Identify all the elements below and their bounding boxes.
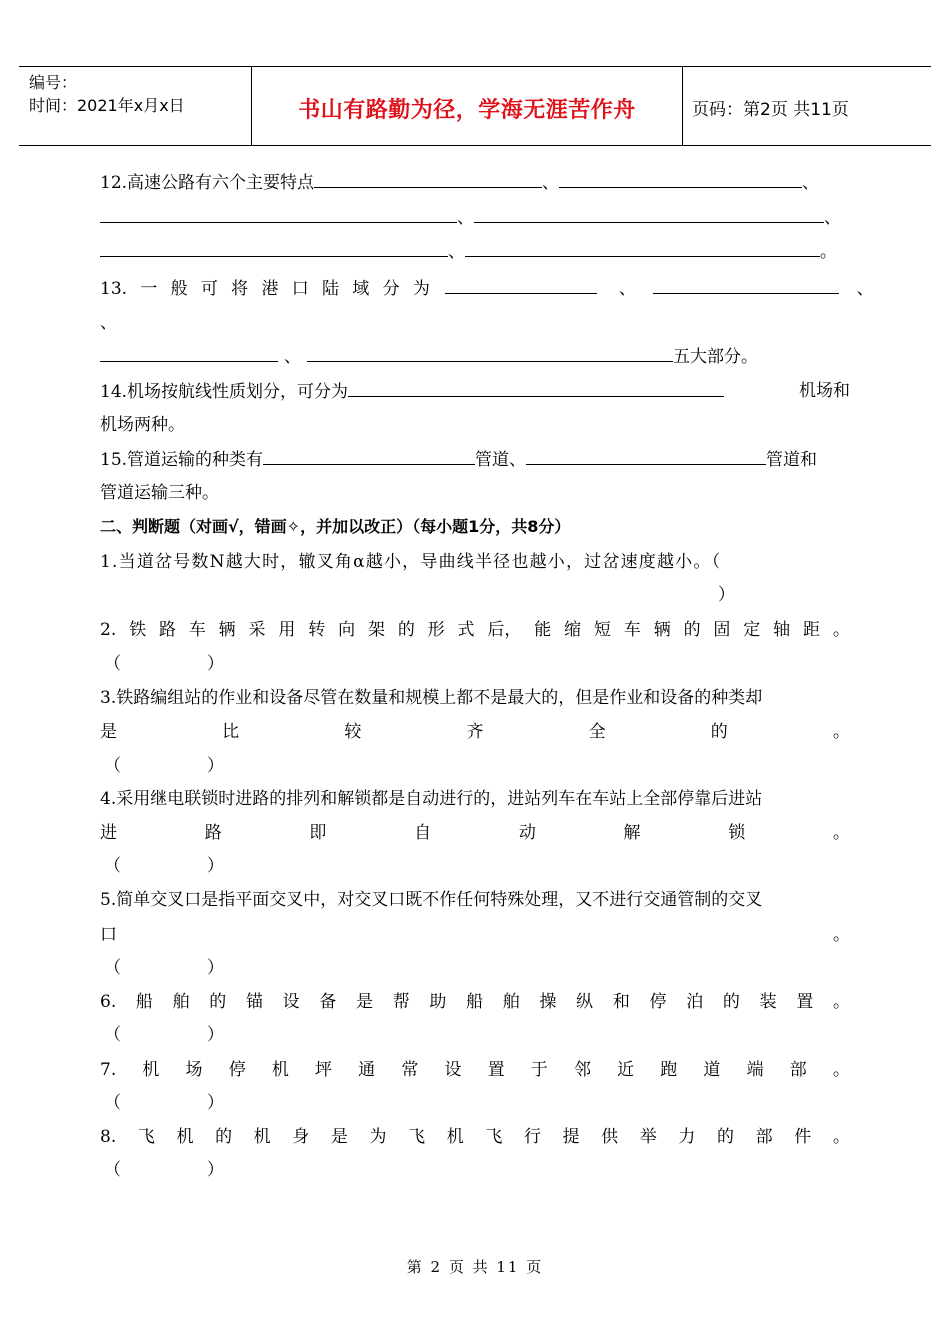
judge-4-line-2 — [100, 821, 850, 845]
spaced-char: 般 — [170, 279, 188, 299]
spaced-char: 可 — [200, 279, 218, 299]
spaced-char: 。 — [832, 1127, 850, 1147]
separator: 、 — [542, 173, 560, 193]
spaced-char: 解 — [623, 823, 641, 843]
question-13-line-1 — [100, 276, 874, 301]
section-2-heading: 二、判断题（对画√，错画✧，并加以改正）（每小题1分，共8分） — [100, 517, 571, 536]
spaced-char: 的 — [710, 722, 728, 742]
spaced-char: 较 — [344, 722, 362, 742]
paren-close: ） — [207, 1160, 224, 1180]
paren-close: ） — [207, 654, 224, 674]
spaced-char: 件 — [794, 1127, 812, 1147]
spaced-char: 道 — [703, 1060, 721, 1080]
spaced-char: 船 — [466, 992, 484, 1012]
judge-5-answer-paren[interactable] — [104, 956, 854, 980]
header-motto: 书山有路勤为径，学海无涯苦作舟 — [298, 98, 636, 123]
question-13-line-3 — [100, 344, 850, 369]
answer-blank[interactable] — [526, 447, 766, 465]
spaced-char: 。 — [832, 620, 850, 640]
spaced-char: 机 — [271, 1060, 289, 1080]
spaced-char: 域 — [352, 279, 370, 299]
spaced-char: 帮 — [392, 992, 410, 1012]
question-14-line-2: 机场两种。 — [100, 415, 185, 435]
judge-7-answer-paren[interactable] — [104, 1091, 854, 1115]
spaced-char: 辆 — [653, 620, 671, 640]
spaced-char: 为 — [369, 1127, 387, 1147]
spaced-char: 端 — [746, 1060, 764, 1080]
spaced-char: 飞 — [408, 1127, 426, 1147]
spaced-char: 陆 — [322, 279, 340, 299]
paren-open: （ — [104, 756, 121, 776]
separator: 、 — [448, 242, 465, 262]
spaced-char: 设 — [282, 992, 300, 1012]
question-15-line-1 — [100, 447, 850, 472]
answer-blank[interactable] — [474, 205, 824, 223]
paren-open: （ — [104, 958, 121, 978]
spaced-char: 向 — [338, 620, 356, 640]
separator: 、 — [618, 279, 636, 299]
spaced-char: 锁 — [728, 823, 746, 843]
answer-blank[interactable] — [653, 276, 839, 294]
spaced-char: 。 — [832, 1060, 850, 1080]
spaced-char: 路 — [204, 823, 222, 843]
spaced-char: 形 — [427, 620, 445, 640]
answer-blank[interactable] — [263, 447, 475, 465]
spaced-char: 身 — [292, 1127, 310, 1147]
spaced-char: 机 — [142, 1060, 160, 1080]
spaced-char: 舶 — [502, 992, 520, 1012]
spaced-char: 提 — [562, 1127, 580, 1147]
spaced-char: 6. — [100, 992, 117, 1012]
question-12-text: 12.高速公路有六个主要特点 — [100, 173, 315, 193]
spaced-char: 定 — [743, 620, 761, 640]
spaced-char: 场 — [185, 1060, 203, 1080]
spaced-char: 于 — [530, 1060, 548, 1080]
answer-blank[interactable] — [465, 239, 820, 257]
spaced-char: 供 — [601, 1127, 619, 1147]
spaced-char: 轴 — [773, 620, 791, 640]
spaced-char: 操 — [539, 992, 557, 1012]
spaced-char: 装 — [759, 992, 777, 1012]
spaced-char: 坪 — [315, 1060, 333, 1080]
spaced-char: 飞 — [485, 1127, 503, 1147]
spaced-char: 分 — [382, 279, 400, 299]
question-15-line-2: 管道运输三种。 — [100, 483, 219, 503]
paren-close: ） — [207, 1025, 224, 1045]
spaced-char: 船 — [135, 992, 153, 1012]
question-12-line-1 — [100, 170, 850, 195]
question-13-text — [100, 277, 430, 301]
spaced-char: 设 — [444, 1060, 462, 1080]
spaced-char: 式 — [457, 620, 475, 640]
judge-6-answer-paren[interactable] — [104, 1023, 854, 1047]
spaced-char: 停 — [228, 1060, 246, 1080]
paren-open: （ — [104, 1093, 121, 1113]
spaced-char: 口 — [100, 925, 117, 945]
spaced-char: 通 — [358, 1060, 376, 1080]
question-15-end: 管道和 — [766, 450, 818, 470]
spaced-char: 13. — [100, 279, 128, 299]
question-14-line-1 — [100, 379, 850, 404]
spaced-char: 的 — [716, 1127, 734, 1147]
judge-4-answer-paren[interactable] — [104, 854, 854, 878]
spaced-char: 能 — [534, 620, 552, 640]
paren-close: ） — [207, 1093, 224, 1113]
spaced-char: 港 — [261, 279, 279, 299]
answer-blank[interactable] — [100, 239, 448, 257]
paren-close: ） — [207, 958, 224, 978]
spaced-char: 力 — [678, 1127, 696, 1147]
spaced-char: 架 — [367, 620, 385, 640]
spaced-char: 置 — [796, 992, 814, 1012]
judge-3-answer-paren[interactable] — [104, 754, 854, 778]
spaced-char: 行 — [523, 1127, 541, 1147]
spaced-char: 邻 — [573, 1060, 591, 1080]
answer-blank[interactable] — [100, 344, 278, 362]
spaced-char: 和 — [612, 992, 630, 1012]
spaced-char: 车 — [623, 620, 641, 640]
judge-2-answer-paren[interactable] — [104, 652, 854, 676]
separator: 、 — [856, 279, 874, 299]
spaced-char: 的 — [397, 620, 415, 640]
spaced-char: 口 — [291, 279, 309, 299]
spaced-char: 是 — [356, 992, 374, 1012]
spaced-char: 。 — [832, 722, 850, 742]
paren-open: （ — [104, 654, 121, 674]
answer-blank[interactable] — [307, 344, 673, 362]
spaced-char: 辆 — [218, 620, 236, 640]
spaced-char: 飞 — [137, 1127, 155, 1147]
spaced-char: 是 — [330, 1127, 348, 1147]
page-header — [19, 66, 931, 146]
judge-4-line-1: 4.采用继电联锁时进路的排列和解锁都是自动进行的，进站列车在车站上全部停靠后进站 — [100, 789, 763, 809]
document-number-label: 编号： — [29, 73, 78, 92]
spaced-char: 跑 — [660, 1060, 678, 1080]
spaced-char: 后， — [487, 620, 522, 640]
question-14-text: 14.机场按航线性质划分，可分为 — [100, 382, 349, 402]
spaced-char: 的 — [683, 620, 701, 640]
spaced-char: 的 — [209, 992, 227, 1012]
judge-8-text — [100, 1125, 850, 1149]
paren-open: （ — [104, 856, 121, 876]
page-footer: 第 2 页 共 11 页 — [406, 1258, 544, 1276]
separator: 、 — [100, 313, 117, 333]
document-date: 时间：2021年x月x日 — [29, 96, 185, 115]
judge-7-text — [100, 1058, 850, 1082]
spaced-char: 泊 — [686, 992, 704, 1012]
spaced-char: 的 — [215, 1127, 233, 1147]
spaced-char: 用 — [278, 620, 296, 640]
judge-3-line-2 — [100, 720, 850, 744]
paren-open: （ — [104, 1160, 121, 1180]
spaced-char: 举 — [639, 1127, 657, 1147]
judge-2-text — [100, 618, 850, 642]
header-meta — [29, 71, 185, 117]
spaced-char: 。 — [833, 925, 850, 945]
judge-8-answer-paren[interactable] — [104, 1158, 854, 1182]
judge-6-text — [100, 990, 850, 1014]
spaced-char: 自 — [414, 823, 432, 843]
judge-3-line-1: 3.铁路编组站的作业和设备尽管在数量和规模上都不是最大的，但是作业和设备的种类却 — [100, 688, 763, 708]
spaced-char: 机 — [253, 1127, 271, 1147]
judge-5-line-1: 5.简单交叉口是指平面交叉中，对交叉口既不作任何特殊处理，又不进行交通管制的交叉 — [100, 890, 763, 910]
spaced-char: 一 — [140, 279, 158, 299]
spaced-char: 停 — [649, 992, 667, 1012]
question-14-end: 机场和 — [799, 381, 850, 401]
spaced-char: 备 — [319, 992, 337, 1012]
judge-5-line-2 — [100, 923, 850, 947]
spaced-char: 。 — [832, 992, 850, 1012]
spaced-char: 舶 — [172, 992, 190, 1012]
spaced-char: 即 — [309, 823, 327, 843]
paren-open: （ — [104, 1025, 121, 1045]
spaced-char: 。 — [832, 823, 850, 843]
spaced-char: 是 — [100, 722, 117, 742]
spaced-char: 置 — [487, 1060, 505, 1080]
spaced-char: 为 — [412, 279, 430, 299]
separator: 、 — [457, 208, 474, 228]
spaced-char: 铁 — [129, 620, 147, 640]
question-15-text: 15.管道运输的种类有 — [100, 450, 264, 470]
spaced-char: 动 — [518, 823, 536, 843]
spaced-char: 常 — [401, 1060, 419, 1080]
answer-blank[interactable] — [559, 170, 802, 188]
spaced-char: 锚 — [245, 992, 263, 1012]
judge-1-close-paren: ） — [718, 585, 735, 605]
spaced-char: 机 — [176, 1127, 194, 1147]
spaced-char: 短 — [593, 620, 611, 640]
question-12-line-2 — [100, 205, 850, 230]
period: 。 — [820, 242, 837, 262]
separator: 、 — [824, 208, 841, 228]
separator: 、 — [802, 173, 820, 193]
spaced-char: 将 — [231, 279, 249, 299]
spaced-char: 2. — [100, 620, 117, 640]
separator: 、 — [284, 347, 301, 367]
question-13-line-2 — [100, 311, 850, 335]
spaced-char: 采 — [248, 620, 266, 640]
question-12-line-3 — [100, 239, 850, 264]
spaced-char: 固 — [713, 620, 731, 640]
spaced-char: 助 — [429, 992, 447, 1012]
header-divider — [682, 67, 683, 145]
paren-close: ） — [207, 856, 224, 876]
spaced-char: 全 — [588, 722, 606, 742]
spaced-char: 路 — [158, 620, 176, 640]
answer-blank[interactable] — [314, 170, 542, 188]
spaced-char: 车 — [188, 620, 206, 640]
answer-blank[interactable] — [100, 205, 457, 223]
answer-blank[interactable] — [445, 276, 597, 294]
spaced-char: 进 — [100, 823, 117, 843]
judge-1-text: 1.当道岔号数N越大时，辙叉角α越小，导曲线半径也越小，过岔速度越小。（ — [100, 552, 722, 572]
spaced-char: 机 — [446, 1127, 464, 1147]
header-page-info: 页码：第2页 共11页 — [692, 100, 849, 120]
spaced-char: 齐 — [466, 722, 484, 742]
spaced-char: 7. — [100, 1060, 117, 1080]
spaced-char: 部 — [755, 1127, 773, 1147]
spaced-char: 比 — [222, 722, 240, 742]
question-13-tail: 五大部分。 — [673, 347, 758, 367]
spaced-char: 的 — [722, 992, 740, 1012]
paren-close: ） — [207, 756, 224, 776]
answer-blank[interactable] — [348, 379, 724, 397]
spaced-char: 转 — [308, 620, 326, 640]
question-15-mid: 管道、 — [475, 450, 527, 470]
spaced-char: 纵 — [576, 992, 594, 1012]
spaced-char: 距 — [803, 620, 820, 640]
spaced-char: 近 — [617, 1060, 635, 1080]
spaced-char: 8. — [100, 1127, 117, 1147]
spaced-char: 部 — [789, 1060, 807, 1080]
spaced-char: 缩 — [564, 620, 582, 640]
